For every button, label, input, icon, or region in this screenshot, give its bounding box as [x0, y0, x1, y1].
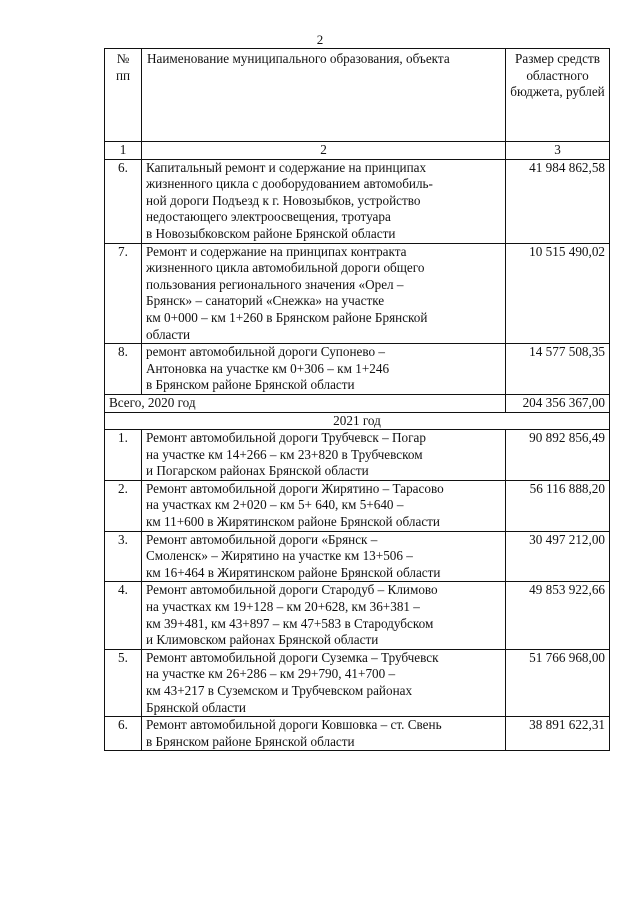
table-row	[105, 480, 610, 531]
object-name	[142, 243, 506, 344]
funding-table	[104, 48, 610, 751]
object-name	[142, 480, 506, 531]
table-row	[105, 159, 610, 243]
row-number: 3.	[105, 531, 142, 582]
object-name-line: в Новозыбковском районе Брянской области	[146, 225, 396, 241]
header-name: Наименование муниципального образования, объекта	[142, 49, 506, 142]
object-name-line: на участках км 2+020 – км 5+ 640, км 5+640 –	[146, 497, 404, 513]
object-name-line: ной дороги Подъезд к г. Новозыбков, устройство	[146, 192, 421, 208]
object-name-line: пользования регионального значения «Орел –	[146, 276, 404, 292]
object-name-line: км 11+600 в Жирятинском районе Брянской области	[146, 514, 440, 530]
object-name-line: Смоленск» – Жирятино на участке км 13+506 –	[146, 548, 413, 564]
column-number-row	[105, 142, 610, 160]
amount-cell: 41 984 862,58	[506, 159, 610, 243]
amount-cell: 56 116 888,20	[506, 480, 610, 531]
object-name-line: Брянск» – санаторий «Снежка» на участке	[146, 293, 385, 309]
total-amount: 204 356 367,00	[506, 394, 610, 412]
column-number-1: 1	[105, 142, 142, 160]
object-name	[142, 582, 506, 649]
header-amount: Размер средств областного бюджета, рублей	[506, 49, 610, 142]
row-number: 5.	[105, 649, 142, 716]
object-name-line: Ремонт автомобильной дороги Стародуб – Климово	[146, 582, 438, 598]
amount-cell: 38 891 622,31	[506, 717, 610, 751]
column-number-2: 2	[142, 142, 506, 160]
table-header-row	[105, 49, 610, 142]
object-name-line: Ремонт автомобильной дороги Суземка – Трубчевск	[146, 649, 439, 665]
object-name-line: на участках км 19+128 – км 20+628, км 36+381 –	[146, 599, 420, 615]
object-name-line: Ремонт автомобильной дороги «Брянск –	[146, 531, 378, 547]
object-name	[142, 717, 506, 751]
row-number: 7.	[105, 243, 142, 344]
row-number: 4.	[105, 582, 142, 649]
object-name-line: км 39+481, км 43+897 – км 47+583 в Стародубском	[146, 615, 434, 631]
amount-cell: 51 766 968,00	[506, 649, 610, 716]
object-name-line: жизненного цикла автомобильной дороги общего	[146, 260, 425, 276]
object-name-line: в Брянском районе Брянской области	[146, 377, 355, 393]
amount-cell: 14 577 508,35	[506, 344, 610, 395]
object-name	[142, 531, 506, 582]
row-number: 6.	[105, 159, 142, 243]
object-name	[142, 159, 506, 243]
object-name	[142, 649, 506, 716]
amount-cell: 10 515 490,02	[506, 243, 610, 344]
table-row	[105, 717, 610, 751]
object-name-line: км 16+464 в Жирятинском районе Брянской области	[146, 564, 441, 580]
object-name-line: Ремонт и содержание на принципах контракта	[146, 243, 407, 259]
object-name-line: и Климовском районах Брянской области	[146, 632, 379, 648]
total-row	[105, 394, 610, 412]
object-name-line: Ремонт автомобильной дороги Ковшовка – ст. Свень	[146, 717, 442, 733]
object-name-line: области	[146, 326, 191, 342]
object-name-line: Антоновка на участке км 0+306 – км 1+246	[146, 360, 390, 376]
object-name-line: Ремонт автомобильной дороги Трубчевск – Погар	[146, 430, 426, 446]
object-name-line: Ремонт автомобильной дороги Жирятино – Тарасово	[146, 480, 444, 496]
row-number: 8.	[105, 344, 142, 395]
table-row	[105, 649, 610, 716]
year-heading: 2021 год	[105, 412, 610, 430]
row-number: 2.	[105, 480, 142, 531]
table-row	[105, 531, 610, 582]
table-row	[105, 243, 610, 344]
header-num: № пп	[105, 49, 142, 142]
amount-cell: 49 853 922,66	[506, 582, 610, 649]
table-row	[105, 344, 610, 395]
object-name-line: Капитальный ремонт и содержание на принципах	[146, 159, 427, 175]
object-name	[142, 344, 506, 395]
object-name	[142, 430, 506, 481]
object-name-line: и Погарском районах Брянской области	[146, 463, 369, 479]
object-name-line: ремонт автомобильной дороги Супонево –	[146, 344, 385, 360]
object-name-line: недостающего электроосвещения, тротуара	[146, 209, 391, 225]
object-name-line: на участке км 14+266 – км 23+820 в Трубчевском	[146, 446, 423, 462]
column-number-3: 3	[506, 142, 610, 160]
amount-cell: 90 892 856,49	[506, 430, 610, 481]
object-name-line: в Брянском районе Брянской области	[146, 733, 355, 749]
object-name-line: км 0+000 – км 1+260 в Брянском районе Брянской	[146, 309, 428, 325]
row-number: 6.	[105, 717, 142, 751]
amount-cell: 30 497 212,00	[506, 531, 610, 582]
table-row	[105, 430, 610, 481]
object-name-line: на участке км 26+286 – км 29+790, 41+700 –	[146, 666, 396, 682]
total-label: Всего, 2020 год	[105, 394, 506, 412]
table-row	[105, 582, 610, 649]
row-number: 1.	[105, 430, 142, 481]
object-name-line: Брянской области	[146, 699, 246, 715]
object-name-line: км 43+217 в Суземском и Трубчевском районах	[146, 683, 413, 698]
object-name-line: жизненного цикла с дооборудованием автомобиль-	[146, 176, 433, 192]
year-row	[105, 412, 610, 430]
page-number: 2	[316, 32, 324, 47]
